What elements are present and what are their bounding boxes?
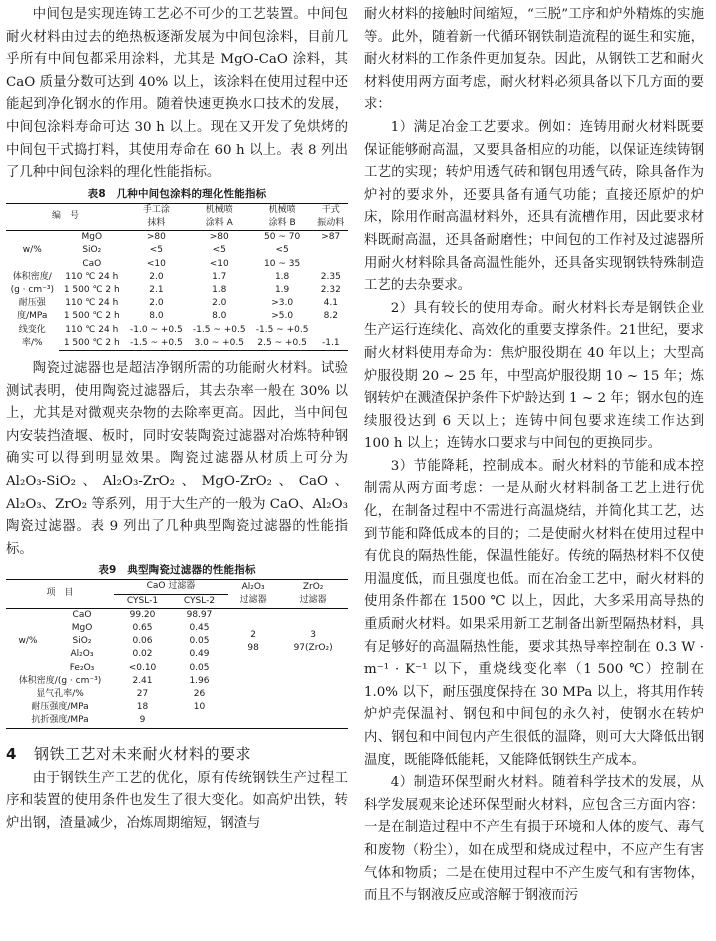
paragraph-tundish: 中间包是实现连铸工艺必不可少的工艺装置。中间包耐火材料由过去的绝热板逐渐发展为中间包涂料，目前几乎所有中间包都采用涂料，尤其是 MgO-CaO 涂料，其 CaO 质量分数可达到 40% 以上，该涂料在使用过程中还能起到净化钢水的作用。随着快速更换水口技术的发展，中间包涂料寿命可达 30 h 以上。现在又开发了免烘烤的中间包干式捣打料，其使用寿命在 60 h 以上。表 8 列出了几种中间包涂料的理化性能指标。 (6, 7, 348, 181)
t8-lin-label: 线变化 率/% (18, 324, 46, 349)
table-row: 显气孔率/% 27 26 (36, 688, 206, 699)
table-9-header-row-1 (6, 580, 348, 594)
table-row: 1 500 ℃ 2 h -1.5 ~ +0.5 3.0 ~ +0.5 2.5 ~ +0.5 -1.1 (6, 337, 348, 351)
table-row: Al₂O₃ 0.02 0.49 (70, 649, 210, 660)
table-row: 体积密度/(g · cm⁻³) 2.41 1.96 (18, 675, 210, 686)
t9-h-zr: ZrO₂ 过滤器 (278, 580, 348, 608)
section-title: 钢铁工艺对未来耐火材料的要求 (34, 744, 252, 763)
table-8-header (6, 203, 348, 230)
t8-h-c2: 机械喷 涂料 A (188, 203, 251, 230)
t8-h-c4: 干式 振动料 (314, 203, 348, 230)
paragraph-req-3: 3）节能降耗，控制成本。耐火材料的节能和成本控制需从两方面考虑：一是从耐火材料制备工艺上进行优化，在制备过程中不需进行高温烧结，并简化其工艺，达到节能和降低成本的目的；二是使耐火材料在使用过程中有优良的隔热性能，保温性能好。传统的隔热材料不仅使用温度低，而且强度也低。而在冶金工艺中，耐火材料的使用条件都在 1500 ℃ 以上，因此，大多采用高导热的重质耐火材料。如果采用新工艺制备出新型隔热材料，具有足够好的高温隔热性能，要求其热导率控制在 0.3 W · m⁻¹ · K⁻¹ 以下，重烧线变化率（1 500 ℃）控制在 1.0% 以下，耐压强度保持在 30 MPa 以上，将其用作转炉炉壳保温衬、钢包和中间包的永久衬，使钢水在转炉内、钢包和中间包内产生很低的温降，则可大大降低出钢温度，既能降低能耗，又能降低钢铁生产成本。 (364, 458, 704, 768)
table-row: SiO₂ 0.06 0.05 (72, 636, 210, 647)
table-row: MgO 0.65 0.45 (71, 622, 210, 633)
paragraph-process-change: 由于钢铁生产工艺的优化，原有传统钢铁生产过程工序和装置的使用条件也发生了很大变化。如高炉出铁，转炉出钢，渣量减少，冶炼周期缩短，钢渣与 (6, 770, 348, 831)
paragraph-requirements-intro: 耐火材料的接触时间缩短，“三脱”工序和炉外精炼的实施等。此外，随着新一代循环钢铁制造流程的诞生和实施，耐火材料的工作条件更加复杂。因此，从钢铁工艺和耐火材料使用两方面考虑，耐火材料必须具备以下几方面的要求： (364, 7, 704, 113)
t8-h-c3: 机械喷 涂料 B (251, 203, 314, 230)
t9-h-cao: CaO 过滤器 (114, 580, 228, 594)
table-9-grid (6, 579, 348, 728)
section-number: 4 (6, 744, 17, 763)
t9-al-w: 2 98 (247, 629, 259, 653)
right-column (364, 4, 704, 908)
t8-press-label: 耐压强 度/MPa (17, 298, 48, 322)
table-row: Fe₂O₃ <0.10 0.05 (69, 662, 210, 673)
paragraph-req-2: 2）具有较长的使用寿命。耐火材料长寿是钢铁企业生产运行连续化、高效化的重要支撑条件。21世纪，要求耐火材料使用寿命为：焦炉服役期在 40 年以上；大型高炉服役期 20 ~ 25 年，中型高炉服役期 10 ~ 15 年；炼钢转炉在溅渣保护条件下炉龄达到 1 ~ 2 年；钢水包的连续服役达到 6 天以上；连铸中间包要求连续工作达到 100 h 以上；连铸水口要求与中间包的更换同步。 (364, 300, 704, 452)
paragraph-ceramic-filter: 陶瓷过滤器也是超洁净钢所需的功能耐火材料。试验测试表明，使用陶瓷过滤器后，其去杂率一般在 30% 以上，尤其是对微观夹杂物的去除率更高。因此，当中间包内安装挡渣堰、板时，同时安装陶瓷过滤器对冶炼特种钢确实可以得到明显效果。陶瓷过滤器从材质上可分为 Al₂O₃-SiO₂、Al₂O₃-ZrO₂、MgO-ZrO₂、CaO、Al₂O₃、ZrO₂ 等系列，用于大生产的一般为 CaO、Al₂O₃ 陶瓷过滤器。表 9 列出了几种典型陶瓷过滤器的性能指标。 (6, 360, 348, 557)
table-9-caption: 表9 典型陶瓷过滤器的性能指标 (98, 564, 256, 577)
table-row: 1 500 ℃ 2 h 8.0 8.0 >5.0 8.2 (63, 311, 338, 322)
left-column (6, 4, 348, 835)
table-row: 线变化 率/% 110 ℃ 24 h -1.0 ~ +0.5 -1.5 ~ +0.5 -1.5 ~ +0.5 (6, 324, 348, 337)
t9-zr-w: 3 97(ZrO₂) (293, 629, 333, 653)
table-row: w/% MgO >80 >80 50 ~ 70 >87 (6, 231, 348, 245)
table-row: 耐压强度/MPa 18 10 (31, 702, 206, 713)
t8-w-label: w/% (22, 245, 42, 256)
t9-h-cysl1: CYSL-1 (114, 594, 171, 608)
table-8-grid (6, 203, 348, 351)
table-row: 1 500 ℃ 2 h 2.1 1.8 1.9 2.32 (63, 284, 341, 295)
paragraph-req-1: 1）满足冶金工艺要求。例如：连铸用耐火材料既要保证能够耐高温，又要具备相应的功能，以保证连续铸钢工艺的实现；转炉用透气砖和钢包用透气砖，除具备作为炉衬的要求外，还要具备有通气功能；直接还原炉的炉床，除用作耐高温材料外，还具有流槽作用，因此要求材料既耐高温，还具备耐磨性；中间包的工作衬及过滤器所用耐火材料除具备高温性能外，还具备实现钢铁特殊制造工艺的去杂要求。 (364, 119, 704, 294)
table-row: 抗折强度/MPa 9 (6, 714, 348, 728)
table-9 (6, 562, 348, 728)
t8-dens-label: 体积密度/ (g · cm⁻³) (10, 271, 54, 295)
table-8-caption: 表8 几种中间包涂料的理化性能指标 (87, 187, 267, 200)
t8-h-c1: 手工涂 抹料 (125, 203, 188, 230)
table-row: 耐压强 度/MPa 110 ℃ 24 h 2.0 2.0 >3.0 4.1 (6, 297, 348, 310)
paragraph-req-4: 4）制造环保型耐火材料。随着科学技术的发展，从科学发展观来论述环保型耐火材料，应包含三方面内容：一是在制造过程中不产生有损于环境和人体的废气、毒气和废物（粉尘），如在成型和烧成过程中，不应产生有害气体和物质；二是在使用过程中不产生废气和有害物体，而且不与钢液反应或溶解于钢液而污 (364, 775, 704, 904)
t9-h-cysl2: CYSL-2 (171, 594, 228, 608)
table-row: CaO <10 <10 10 ~ 35 (82, 258, 301, 269)
t9-w-label: w/% (18, 636, 38, 647)
table-row: w/% CaO 99.20 98.97 2 98 3 97(ZrO₂) (6, 608, 348, 622)
t9-h-al: Al₂O₃ 过滤器 (228, 580, 278, 608)
section-heading (6, 743, 348, 764)
table-8 (6, 186, 348, 351)
table-row: 体积密度/ (g · cm⁻³) 110 ℃ 24 h 2.0 1.7 1.8 2.35 (6, 271, 348, 284)
t8-h-no: 编 号 (6, 203, 125, 230)
table-row: SiO₂ <5 <5 <5 (82, 245, 289, 256)
t9-h-item: 项 目 (6, 580, 114, 608)
